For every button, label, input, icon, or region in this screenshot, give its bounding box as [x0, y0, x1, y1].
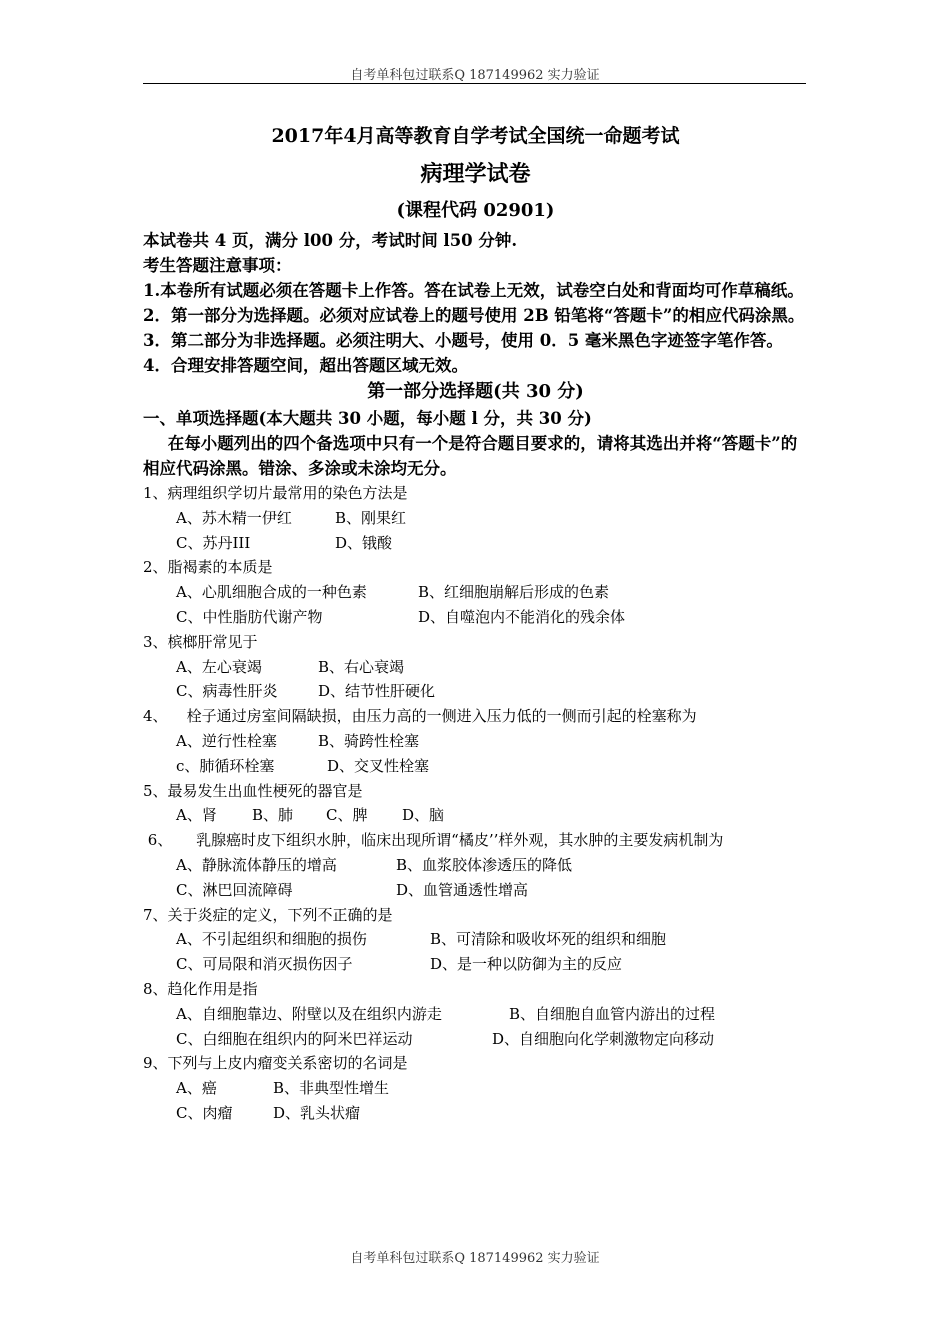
option-d: D、结节性肝硬化 — [318, 682, 436, 701]
option-a: A、自细胞靠边、附壁以及在组织内游走 — [176, 1004, 442, 1023]
question-1-options-row-2 — [143, 531, 808, 556]
question-3-options-row-1 — [143, 655, 808, 680]
option-a: A、逆行性栓塞 — [176, 731, 277, 750]
option-b: B、非典型性增生 — [273, 1079, 390, 1098]
question-4-options-row-2 — [143, 754, 808, 779]
option-c: C、中性脂肪代谢产物 — [176, 607, 323, 626]
paper-title: 病理学试卷 — [420, 161, 531, 187]
option-a: A、苏木精一伊红 — [176, 508, 292, 527]
option-c: C、肉瘤 — [176, 1103, 233, 1122]
option-d: D、乳头状瘤 — [273, 1103, 361, 1122]
option-c: c、肺循环栓塞 — [176, 756, 275, 775]
question-8-options-row-1 — [143, 1002, 808, 1027]
option-b: B、肺 — [252, 806, 294, 825]
question-6-options-row-1 — [143, 853, 808, 878]
option-a: A、肾 — [176, 806, 217, 825]
option-b: B、骑跨性栓塞 — [318, 731, 420, 750]
option-b: B、血浆胶体渗透压的降低 — [396, 855, 573, 874]
option-d: D、交叉性栓塞 — [327, 756, 430, 775]
option-d: D、血管通透性增高 — [396, 880, 529, 899]
question-5-options-row-1 — [143, 803, 808, 828]
option-a: A、左心衰竭 — [176, 657, 262, 676]
question-8-options-row-2 — [143, 1027, 808, 1052]
question-8-stem: 8、趋化作用是指 — [143, 979, 258, 998]
option-d: D、是一种以防御为主的反应 — [430, 955, 623, 974]
question-4-stem: 4、 栓子通过房室间隔缺损，由压力高的一侧进入压力低的一侧而引起的栓塞称为 — [143, 707, 697, 726]
option-d: D、自细胞向化学刺激物定向移动 — [492, 1029, 715, 1048]
question-4-options-row-1 — [143, 729, 808, 754]
page-footer: 自考单科包过联系Q 187149962 实力验证 — [350, 1251, 600, 1266]
question-3-options-row-2 — [143, 679, 808, 704]
question-9-options-row-2 — [143, 1101, 808, 1126]
notice-3: 3．第二部分为非选择题。必须注明大、小题号，使用 0．5 毫米黑色字迹签字笔作答。 — [143, 331, 783, 350]
question-7-options-row-1 — [143, 927, 808, 952]
notice-1: 1.本卷所有试题必须在答题卡上作答。答在试卷上无效，试卷空白处和背面均可作草稿纸。 — [143, 281, 804, 300]
page-header: 自考单科包过联系Q 187149962 实力验证 — [350, 68, 600, 83]
option-d: D、自噬泡内不能消化的残余体 — [418, 607, 626, 626]
option-b: B、自细胞自血管内游出的过程 — [509, 1004, 716, 1023]
option-c: C、脾 — [326, 806, 368, 825]
notice-4: 4．合理安排答题空间，超出答题区域无效。 — [143, 356, 468, 375]
section1-title: 一、单项选择题(本大题共 30 小题，每小题 l 分，共 30 分) — [143, 409, 592, 428]
question-1-options-row-1 — [143, 506, 808, 531]
question-9-options-row-1 — [143, 1076, 808, 1101]
exam-title: 2017年4月高等教育自学考试全国统一命题考试 — [271, 125, 680, 147]
question-2-options-row-1 — [143, 580, 808, 605]
question-1-stem: 1、病理组织学切片最常用的染色方法是 — [143, 484, 408, 502]
part1-title: 第一部分选择题(共 30 分) — [367, 381, 584, 402]
option-c: C、可局限和消灭损伤因子 — [176, 955, 353, 974]
exam-info: 本试卷共 4 页，满分 l00 分，考试时间 l50 分钟. — [143, 231, 518, 250]
option-d: D、脑 — [402, 806, 445, 825]
question-5-stem: 5、最易发生出血性梗死的器官是 — [143, 781, 363, 800]
option-c: C、淋巴回流障碍 — [176, 880, 293, 899]
option-a: A、心肌细胞合成的一种色素 — [176, 583, 367, 602]
option-a: A、静脉流体静压的增高 — [176, 855, 337, 874]
exam-content — [143, 118, 808, 1126]
question-6-options-row-2 — [143, 878, 808, 903]
question-9-stem: 9、下列与上皮内瘤变关系密切的名词是 — [143, 1054, 408, 1073]
question-2-options-row-2 — [143, 605, 808, 630]
option-a: A、不引起组织和细胞的损伤 — [176, 930, 367, 949]
option-b: B、刚果红 — [335, 508, 407, 527]
option-b: B、红细胞崩解后形成的色素 — [418, 583, 610, 602]
option-b: B、右心衰竭 — [318, 657, 405, 676]
question-7-options-row-2 — [143, 952, 808, 977]
question-2-stem: 2、脂褐素的本质是 — [143, 558, 273, 577]
section1-instruction: 在每小题列出的四个备选项中只有一个是符合题目要求的，请将其选出并将“答题卡”的相应代码涂黑。错涂、多涂或未涂均无分。 — [143, 434, 798, 478]
option-c: C、白细胞在组织内的阿米巴祥运动 — [176, 1029, 413, 1048]
header-rule — [143, 83, 806, 84]
notice-2: 2．第一部分为选择题。必须对应试卷上的题号使用 2B 铅笔将“答题卡”的相应代码涂黑。 — [143, 306, 805, 325]
notice-title: 考生答题注意事项： — [143, 256, 292, 275]
option-d: D、锇酸 — [335, 533, 393, 552]
question-6-stem: 6、 乳腺癌时皮下组织水肿，临床出现所谓“橘皮’’样外观，其水肿的主要发病机制为 — [143, 831, 724, 850]
option-b: B、可清除和吸收坏死的组织和细胞 — [430, 930, 667, 949]
question-3-stem: 3、槟榔肝常见于 — [143, 632, 258, 651]
course-code: (课程代码 02901) — [396, 200, 555, 221]
option-c: C、苏丹III — [176, 533, 251, 552]
question-7-stem: 7、关于炎症的定义，下列不正确的是 — [143, 905, 393, 924]
option-a: A、癌 — [176, 1079, 217, 1098]
option-c: C、病毒性肝炎 — [176, 682, 278, 701]
